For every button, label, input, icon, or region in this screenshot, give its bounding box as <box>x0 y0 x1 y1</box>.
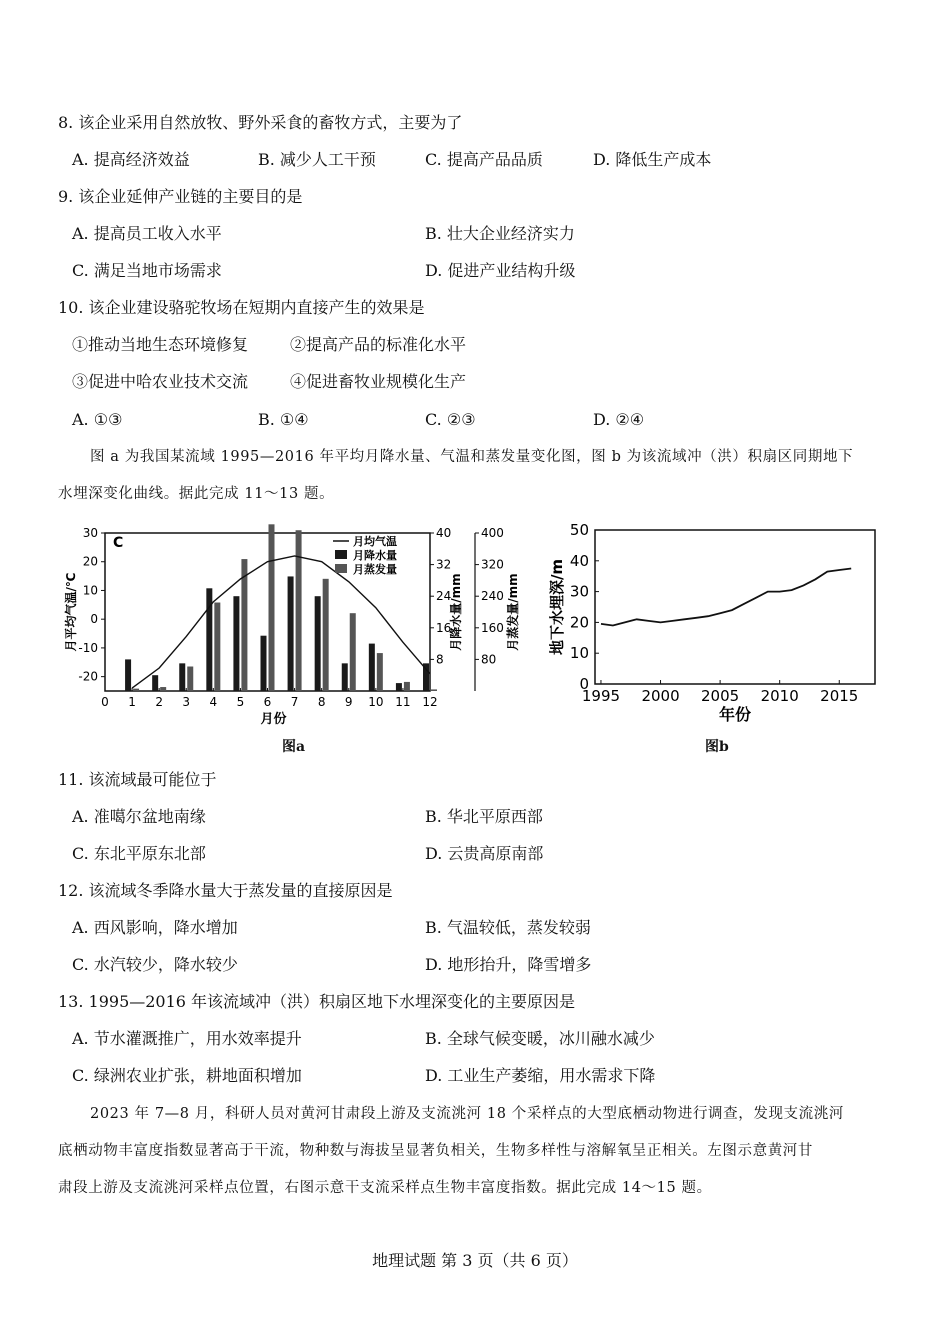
figure-a-evap-bar <box>214 603 220 691</box>
q11-stem: 11. 该流域最可能位于 <box>58 770 217 789</box>
figure-a-x-tick-label: 10 <box>368 695 384 709</box>
figure-b-x-tick-label: 2010 <box>760 687 799 705</box>
figure-a-x-axis-label: 月份 <box>260 712 287 727</box>
intro1-line2: 水埋深变化曲线。据此完成 11～13 题。 <box>58 486 335 502</box>
figure-a-temp-tick-label: 30 <box>82 526 98 540</box>
figure-a-precip-bar <box>342 663 348 691</box>
q12-option-d: D. 地形抬升，降雪增多 <box>425 955 592 974</box>
figure-b-x-tick-label: 2015 <box>820 687 859 705</box>
figure-a-evap-bar <box>377 653 383 691</box>
figure-a-precip-bar <box>261 636 267 691</box>
figure-a-x-tick-label: 2 <box>155 695 163 709</box>
figure-a-evap-bar <box>431 689 437 691</box>
figure-a-evap-tick-label: 80 <box>481 652 497 667</box>
q11-option-d: D. 云贵高原南部 <box>425 844 544 863</box>
figure-a-evap-bar <box>296 530 302 691</box>
q13-option-a: A. 节水灌溉推广，用水效率提升 <box>72 1029 302 1048</box>
q8-option-b: B. 减少人工干预 <box>258 150 376 169</box>
figure-a-legend-precip-label: 月降水量 <box>353 549 397 562</box>
figure-a-evap-bar <box>160 687 166 691</box>
figure-a-temp-tick-label: -20 <box>78 669 98 684</box>
figure-a-precip-axis-label: 月降水量/mm <box>449 573 463 651</box>
page-footer: 地理试题 第 3 页（共 6 页） <box>372 1251 578 1270</box>
figure-a-x-tick-label: 0 <box>101 695 109 709</box>
q11-option-a: A. 准噶尔盆地南缘 <box>72 807 206 826</box>
q8-option-c: C. 提高产品品质 <box>425 150 543 169</box>
figure-a-precip-bar <box>125 659 131 691</box>
figure-a-precip-tick-label: 32 <box>436 557 452 572</box>
q10-option-d: D. ②④ <box>593 410 645 429</box>
figure-a-x-tick-label: 9 <box>344 695 353 709</box>
q8-option-d: D. 降低生产成本 <box>593 150 712 169</box>
intro1-line1: 图 a 为我国某流域 1995—2016 年平均月降水量、气温和蒸发量变化图，图 b 为该流域冲（洪）积扇区同期地下 <box>90 449 854 465</box>
q9-option-c: C. 满足当地市场需求 <box>72 261 222 280</box>
q10-item-4: ④促进畜牧业规模化生产 <box>290 372 467 391</box>
figure-b-y-tick-label: 0 <box>579 675 589 693</box>
figure-a-precip-tick-label: 16 <box>436 620 452 635</box>
q13-stem: 13. 1995—2016 年该流域冲（洪）积扇区地下水埋深变化的主要原因是 <box>58 992 576 1011</box>
figure-a-x-tick-label: 7 <box>290 695 299 709</box>
figure-a-legend-evap-label: 月蒸发量 <box>353 563 397 576</box>
q10-option-c: C. ②③ <box>425 410 476 429</box>
figure-a-caption: 图a <box>282 739 306 755</box>
figure-a-temp-tick-label: 10 <box>82 583 98 598</box>
figure-a-precip-bar <box>396 683 402 691</box>
q10-item-1: ①推动当地生态环境修复 <box>72 335 249 354</box>
figure-a-evap-axis-label: 月蒸发量/mm <box>506 573 520 651</box>
figure-a-x-tick-label: 4 <box>209 695 218 709</box>
figure-a-evap-bar <box>187 667 193 691</box>
q12-option-a: A. 西风影响，降水增加 <box>72 918 238 937</box>
figure-a-precip-tick-label: 8 <box>436 652 444 667</box>
q10-stem: 10. 该企业建设骆驼牧场在短期内直接产生的效果是 <box>58 298 425 317</box>
figure-a-temp-axis-label: 月平均气温/℃ <box>64 572 78 652</box>
q10-option-a: A. ①③ <box>72 410 123 429</box>
figure-a-x-tick-label: 11 <box>395 695 411 709</box>
figure-b-x-tick-label: 1995 <box>581 687 621 705</box>
q9-stem: 9. 该企业延伸产业链的主要目的是 <box>58 187 303 206</box>
intro2-line3: 肃段上游及支流洮河采样点位置，右图示意干支流采样点生物丰富度指数。据此完成 14～15 题。 <box>58 1180 712 1196</box>
q13-option-b: B. 全球气候变暖，冰川融水减少 <box>425 1029 655 1048</box>
figure-a-evap-bar <box>323 579 329 691</box>
figure-b-chart <box>540 518 885 733</box>
figure-a-precip-tick-label: 24 <box>436 589 452 604</box>
figure-b-y-tick-label: 40 <box>569 551 589 570</box>
figure-a-evap-bar <box>133 689 139 691</box>
figure-a-evap-tick-label: 320 <box>481 557 504 572</box>
figure-a-panel-label: C <box>113 535 124 551</box>
figure-a-x-tick-label: 8 <box>317 695 326 709</box>
figure-a-evap-bar <box>269 524 275 691</box>
q12-option-c: C. 水汽较少，降水较少 <box>72 955 238 974</box>
q10-item-3: ③促进中哈农业技术交流 <box>72 372 249 391</box>
q10-option-b: B. ①④ <box>258 410 309 429</box>
figure-b-y-tick-label: 10 <box>569 644 589 663</box>
figure-a-evap-bar <box>350 613 356 691</box>
figure-a-evap-tick-label: 160 <box>481 620 504 635</box>
q13-option-c: C. 绿洲农业扩张，耕地面积增加 <box>72 1066 302 1085</box>
figure-a-x-tick-label: 6 <box>263 695 272 709</box>
figure-a-temp-tick-label: -10 <box>78 640 98 655</box>
figure-a-evap-tick-label: 240 <box>481 589 504 604</box>
q12-stem: 12. 该流域冬季降水量大于蒸发量的直接原因是 <box>58 881 393 900</box>
figure-b-x-tick-label: 2000 <box>641 687 680 705</box>
figure-b-y-tick-label: 20 <box>569 613 589 632</box>
figure-b-y-tick-label: 30 <box>569 582 589 601</box>
figure-a-precip-bar <box>233 596 239 691</box>
figure-a-precip-bar <box>369 644 375 691</box>
figure-a-temp-tick-label: 0 <box>90 612 98 627</box>
figure-a-x-tick-label: 12 <box>422 695 438 709</box>
figure-b-depth-line <box>601 569 851 626</box>
q9-option-a: A. 提高员工收入水平 <box>72 224 222 243</box>
figure-a-legend-evap-swatch <box>335 564 347 573</box>
figure-b-y-tick-label: 50 <box>569 521 589 539</box>
figure-a-evap-bar <box>404 682 410 691</box>
q9-option-b: B. 壮大企业经济实力 <box>425 224 575 243</box>
intro2-line1: 2023 年 7—8 月，科研人员对黄河甘肃段上游及支流洮河 18 个采样点的大型底栖动物进行调查，发现支流洮河 <box>90 1106 844 1122</box>
figure-a-temp-tick-label: 20 <box>82 554 98 569</box>
q9-option-d: D. 促进产业结构升级 <box>425 261 576 280</box>
figure-a-x-tick-label: 5 <box>236 695 245 709</box>
figure-a-precip-bar <box>179 663 185 691</box>
figure-a-legend-temp-label: 月均气温 <box>353 535 397 548</box>
figure-a-precip-bar <box>288 576 294 691</box>
figure-a-precip-tick-label: 40 <box>436 526 452 540</box>
figure-a-precip-bar <box>152 675 158 691</box>
q10-item-2: ②提高产品的标准化水平 <box>290 335 467 354</box>
q8-option-a: A. 提高经济效益 <box>72 150 190 169</box>
figure-b-y-axis-label: 地下水埋深/m <box>548 558 566 656</box>
intro2-line2: 底栖动物丰富度指数显著高于干流，物种数与海拔呈显著负相关，生物多样性与溶解氧呈正相关。左图示意黄河甘 <box>58 1143 813 1159</box>
figure-b-plot-frame <box>595 530 875 684</box>
q8-stem: 8. 该企业采用自然放牧、野外采食的畜牧方式，主要为了 <box>58 113 463 132</box>
figure-a-x-tick-label: 3 <box>182 695 191 709</box>
figure-b-x-axis-label: 年份 <box>718 705 752 724</box>
q11-option-c: C. 东北平原东北部 <box>72 844 206 863</box>
figure-a-evap-tick-label: 400 <box>481 526 504 540</box>
q13-option-d: D. 工业生产萎缩，用水需求下降 <box>425 1066 656 1085</box>
q12-option-b: B. 气温较低，蒸发较弱 <box>425 918 591 937</box>
figure-b-x-tick-label: 2005 <box>701 687 740 705</box>
figure-a-chart <box>55 523 535 738</box>
figure-a-evap-bar <box>241 559 247 691</box>
figure-a-x-tick-label: 1 <box>128 695 136 709</box>
figure-b-caption: 图b <box>705 739 729 755</box>
q11-option-b: B. 华北平原西部 <box>425 807 543 826</box>
figure-a-precip-bar <box>315 596 321 691</box>
figure-a-legend-precip-swatch <box>335 550 347 559</box>
